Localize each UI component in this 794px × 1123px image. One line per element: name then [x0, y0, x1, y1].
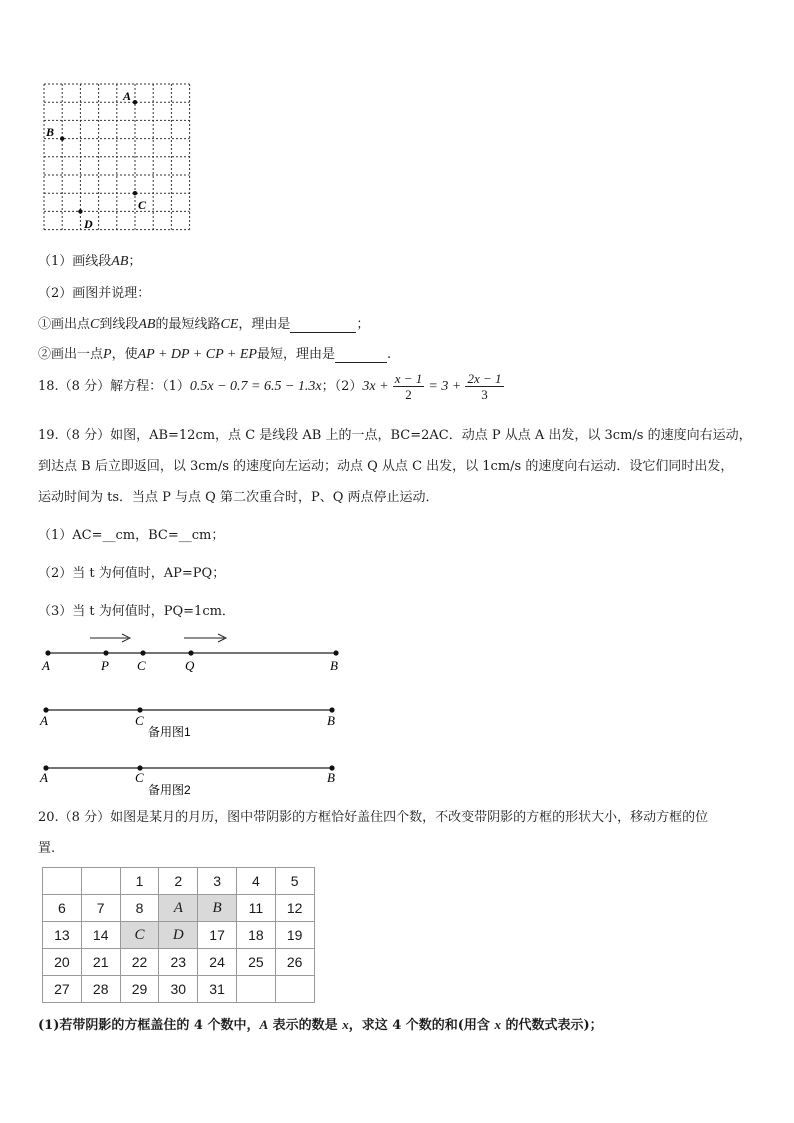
- q17-item2-end: .: [386, 347, 392, 362]
- q17-item1-text-b: 到线段: [99, 317, 139, 332]
- point-b: [333, 650, 338, 655]
- q19-sub2: （2）当 t 为何值时，AP=PQ；: [38, 566, 226, 581]
- q17-item2-text-c: 最短，理由是: [256, 347, 335, 362]
- q17-item1-segment-ab: AB: [138, 317, 156, 332]
- spare1-label-a: A: [40, 713, 48, 728]
- q18-line: [38, 368, 504, 406]
- grid-point-a: [133, 100, 137, 104]
- calendar-row: [43, 922, 315, 949]
- q18-equation-1: 0.5x − 0.7 = 6.5 − 1.3x: [189, 379, 322, 394]
- calendar-cell: 26: [275, 949, 314, 976]
- spare1-point-a: [43, 707, 48, 712]
- calendar-cell: 29: [120, 976, 159, 1003]
- q19-spare-figure-1: [36, 700, 346, 746]
- calendar-cell: 8: [120, 895, 159, 922]
- calendar-row: [43, 868, 315, 895]
- calendar-cell: 18: [236, 922, 275, 949]
- q20-sub1-text-d: 的代数式表示)；: [500, 1018, 603, 1033]
- q18-frac2-numerator: 2x − 1: [467, 371, 502, 386]
- q18-eq2-left: 3x +: [362, 379, 389, 394]
- calendar-cell: [43, 868, 82, 895]
- grid-point-b: [60, 136, 64, 140]
- q18-fraction-1: [393, 371, 425, 402]
- q17-item2-answer-blank[interactable]: [335, 347, 387, 363]
- label-p: P: [101, 658, 109, 673]
- q20-sub1: [38, 1014, 603, 1033]
- spare2-caption: 备用图2: [148, 783, 191, 797]
- calendar-cell: 24: [198, 949, 237, 976]
- q20-sub1-text-c: ，求这 4 个数的和(用含: [348, 1018, 495, 1033]
- label-c: C: [137, 658, 146, 673]
- q19-spare-figure-2: [36, 758, 346, 804]
- grid-point-c: [133, 191, 137, 195]
- calendar-cell: 23: [159, 949, 198, 976]
- calendar-cell: [236, 976, 275, 1003]
- calendar-cell: 28: [81, 976, 120, 1003]
- spare1-point-c: [137, 707, 142, 712]
- q17-part1: [38, 250, 141, 270]
- calendar-cell: 22: [120, 949, 159, 976]
- q18-head: 18.（8 分）解方程：（1）: [38, 379, 190, 394]
- q18-frac1-denominator: 2: [405, 387, 412, 402]
- label-a: A: [42, 658, 50, 673]
- grid-label-b: B: [46, 125, 55, 139]
- q17-part1-text: （1）画线段: [38, 254, 112, 269]
- q17-item2-point-p: P: [103, 347, 112, 362]
- grid-point-d: [78, 209, 82, 213]
- spare1-caption: 备用图1: [148, 725, 191, 739]
- point-a: [45, 650, 50, 655]
- q19-line2: 到达点 B 后立即返回，以 3cm/s 的速度向左运动；动点 Q 从点 C 出发，以 1cm/s 的速度向右运动．设它们同时出发，: [38, 459, 734, 474]
- calendar-row: [43, 976, 315, 1003]
- spare1-point-b: [329, 707, 334, 712]
- calendar-cell: 17: [198, 922, 237, 949]
- q17-item2-text-b: ，使: [111, 347, 138, 362]
- q18-separator: ；（2）: [321, 379, 363, 394]
- spare2-label-a: A: [40, 770, 48, 785]
- q17-item1-text-c: 的最短线路: [155, 317, 221, 332]
- spare2-label-c: C: [135, 770, 144, 785]
- grid-label-d: D: [84, 217, 93, 231]
- q20-line1: 20.（8 分）如图是某月的月历，图中带阴影的方框恰好盖住四个数，不改变带阴影的方框的形状大小，移动方框的位: [38, 810, 709, 825]
- calendar-cell: 30: [159, 976, 198, 1003]
- calendar-cell: [275, 976, 314, 1003]
- q17-part1-math: AB: [111, 254, 129, 269]
- calendar-cell: 3: [198, 868, 237, 895]
- label-q: Q: [185, 658, 195, 673]
- q17-part1-suffix: ；: [128, 254, 142, 269]
- q19-sub3: （3）当 t 为何值时，PQ=1cm．: [38, 604, 235, 619]
- q17-item1-point-c: C: [90, 317, 100, 332]
- calendar-table: [42, 867, 315, 1003]
- q17-item2: [38, 343, 391, 363]
- calendar-cell-shaded: C: [120, 922, 159, 949]
- calendar-cell: 27: [43, 976, 82, 1003]
- q19-sub1: （1）AC=__cm，BC=__cm；: [38, 528, 225, 543]
- q17-item2-text-a: ②画出一点: [38, 347, 104, 362]
- calendar-row: [43, 895, 315, 922]
- calendar-cell: 19: [275, 922, 314, 949]
- calendar-cell: 20: [43, 949, 82, 976]
- q20-line2: 置.: [38, 841, 56, 856]
- q17-item1-end: ；: [356, 317, 370, 332]
- q18-eq2-mid: = 3 +: [428, 379, 462, 394]
- q18-frac2-denominator: 3: [481, 387, 488, 402]
- q17-item1-text-a: ①画出点: [38, 317, 91, 332]
- q20-sub1-var-a: A: [259, 1017, 269, 1032]
- calendar-cell-shaded: D: [159, 922, 198, 949]
- spare1-label-b: B: [327, 713, 335, 728]
- q19-main-figure: [38, 628, 348, 676]
- calendar-cell: [81, 868, 120, 895]
- calendar-cell: 12: [275, 895, 314, 922]
- calendar-cell: 11: [236, 895, 275, 922]
- q19-line3: 运动时间为 ts．当点 P 与点 Q 第二次重合时，P、Q 两点停止运动．: [38, 490, 439, 505]
- calendar-cell-shaded: A: [159, 895, 198, 922]
- calendar-cell: 21: [81, 949, 120, 976]
- calendar-cell: 5: [275, 868, 314, 895]
- calendar-cell: 31: [198, 976, 237, 1003]
- calendar-cell: 14: [81, 922, 120, 949]
- q18-frac1-numerator: x − 1: [394, 371, 423, 386]
- spare1-label-c: C: [135, 713, 144, 728]
- calendar-cell-shaded: B: [198, 895, 237, 922]
- calendar-cell: 2: [159, 868, 198, 895]
- calendar-cell: 13: [43, 922, 82, 949]
- q19-line1: 19.（8 分）如图，AB=12cm，点 C 是线段 AB 上的一点，BC=2AC．动点 P 从点 A 出发，以 3cm/s 的速度向右运动，: [38, 428, 752, 443]
- q17-item2-expression: AP + DP + CP + EP: [137, 347, 257, 362]
- calendar-cell: 1: [120, 868, 159, 895]
- q20-sub1-text-b: 表示的数是: [268, 1018, 343, 1033]
- q17-item1-path-ce: CE: [220, 317, 239, 332]
- grid-label-c: C: [138, 198, 147, 212]
- q20-sub1-var-x2: x: [494, 1017, 501, 1032]
- calendar-row: [43, 949, 315, 976]
- point-c: [140, 650, 145, 655]
- q17-item1-text-d: ，理由是: [238, 317, 291, 332]
- grid-figure: [36, 78, 196, 238]
- calendar-cell: 7: [81, 895, 120, 922]
- point-p: [103, 650, 108, 655]
- q17-part2: （2）画图并说理：: [38, 286, 151, 301]
- spare2-label-b: B: [327, 770, 335, 785]
- calendar-cell: 6: [43, 895, 82, 922]
- calendar-cell: 25: [236, 949, 275, 976]
- label-b: B: [330, 658, 338, 673]
- q20-sub1-text-a: (1)若带阴影的方框盖住的 4 个数中，: [38, 1018, 260, 1033]
- q17-item1: [38, 313, 369, 333]
- grid-label-a: A: [123, 89, 132, 103]
- q20-sub1-var-x: x: [342, 1017, 349, 1032]
- q17-item1-answer-blank[interactable]: [290, 317, 356, 333]
- q18-fraction-2: [465, 371, 503, 402]
- calendar-cell: 4: [236, 868, 275, 895]
- point-q: [188, 650, 193, 655]
